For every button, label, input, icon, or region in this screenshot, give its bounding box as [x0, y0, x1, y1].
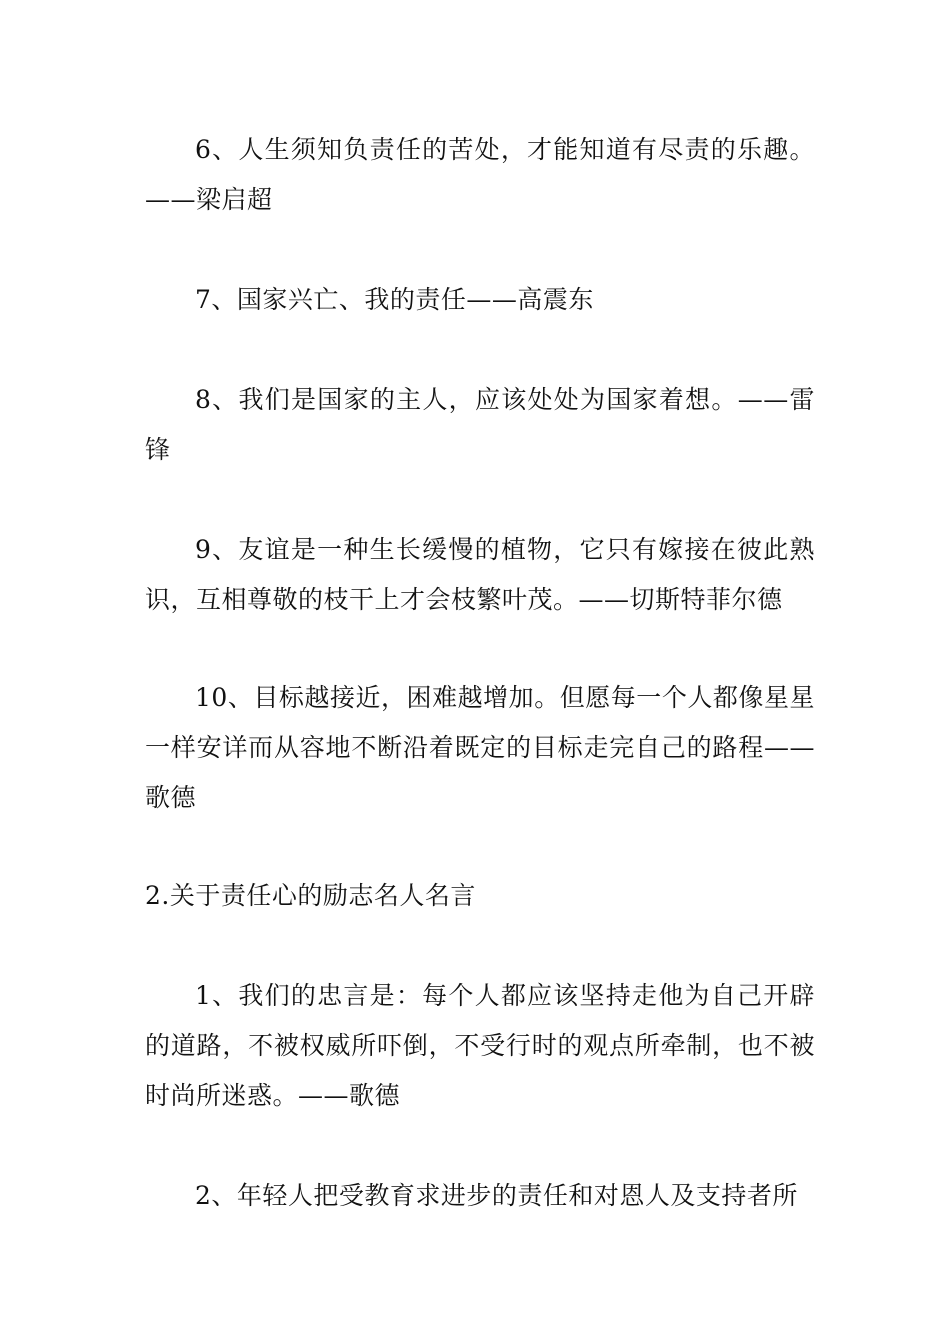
quote-paragraph: 9、友谊是一种生长缓慢的植物，它只有嫁接在彼此熟识，互相尊敬的枝干上才会枝繁叶茂。——切斯特菲尔德	[145, 535, 815, 614]
section-heading: 2.关于责任心的励志名人名言	[145, 881, 476, 910]
quote-paragraph: 1、我们的忠言是：每个人都应该坚持走他为自己开辟的道路，不被权威所吓倒，不受行时的观点所牵制，也不被时尚所迷惑。——歌德	[145, 981, 815, 1110]
quote-paragraph: 7、国家兴亡、我的责任——高震东	[195, 285, 594, 314]
quote-paragraph: 10、目标越接近，困难越增加。但愿每一个人都像星星一样安详而从容地不断沿着既定的目标走完自己的路程——歌德	[145, 683, 815, 812]
quote-paragraph: 2、年轻人把受教育求进步的责任和对恩人及支持者所	[195, 1181, 798, 1210]
quote-paragraph: 8、我们是国家的主人，应该处处为国家着想。——雷锋	[145, 385, 815, 464]
quote-paragraph: 6、人生须知负责任的苦处，才能知道有尽责的乐趣。——梁启超	[145, 135, 815, 214]
